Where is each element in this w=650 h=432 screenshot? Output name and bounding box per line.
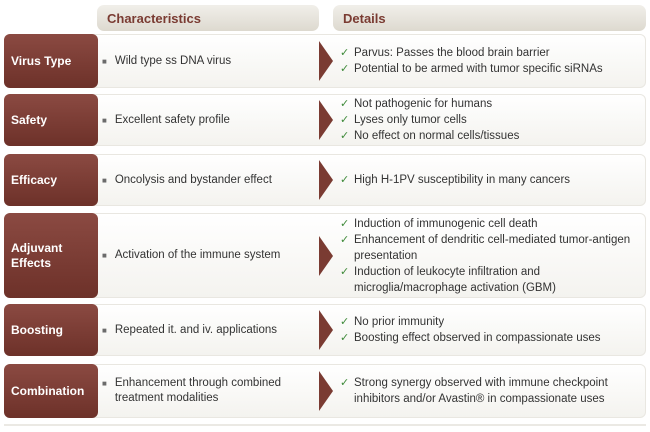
row-label-text: Boosting (11, 322, 63, 337)
header-details-label: Details (343, 10, 386, 26)
check-icon: ✓ (340, 332, 350, 344)
row-label-text: Adjuvant Effects (11, 240, 63, 270)
detail-item (340, 61, 643, 77)
check-icon: ✓ (340, 174, 350, 186)
detail-item (340, 172, 643, 188)
row-label (4, 94, 98, 146)
check-icon: ✓ (340, 114, 350, 126)
details-cell (340, 34, 643, 88)
details-cell (340, 364, 643, 418)
header-characteristics (97, 5, 319, 31)
check-icon: ✓ (340, 377, 350, 389)
characteristic-text: Wild type ss DNA virus (114, 54, 232, 67)
characteristic-cell (102, 213, 312, 298)
square-bullet-icon: ■ (102, 251, 107, 260)
details-cell (340, 154, 643, 206)
row-label-text: Safety (11, 112, 48, 127)
row-label-text: Virus Type (11, 53, 72, 68)
detail-text: Induction of immunogenic cell death (354, 217, 538, 230)
square-bullet-icon: ■ (102, 379, 107, 388)
bottom-divider (4, 424, 646, 426)
arrow-right-icon (319, 310, 333, 350)
detail-text: Enhancement of dendritic cell-mediated tumor-antigen presentation (354, 233, 631, 262)
details-cell (340, 94, 643, 146)
detail-text: No effect on normal cells/tissues (354, 130, 520, 142)
detail-item (340, 330, 643, 346)
check-icon: ✓ (340, 233, 350, 246)
square-bullet-icon: ■ (102, 56, 107, 66)
characteristic-text: Excellent safety profile (114, 113, 230, 126)
check-icon: ✓ (340, 98, 350, 110)
detail-text: Not pathogenic for humans (354, 98, 493, 110)
row-label (4, 213, 98, 298)
details-cell (340, 304, 643, 356)
detail-text: Induction of leukocyte infiltration and microglia/macrophage activation (GBM) (354, 265, 556, 294)
characteristic-cell (102, 94, 312, 146)
row-label (4, 304, 98, 356)
detail-item (340, 232, 643, 264)
row-label (4, 154, 98, 206)
check-icon: ✓ (340, 63, 350, 75)
detail-text: High H-1PV susceptibility in many cancers (354, 174, 571, 186)
detail-item (340, 45, 643, 61)
arrow-right-icon (319, 41, 333, 81)
characteristic-cell (102, 154, 312, 206)
check-icon: ✓ (340, 316, 350, 328)
characteristic-text: Enhancement through combined treatment modalities (114, 377, 282, 404)
detail-item (340, 112, 643, 128)
detail-text: Lyses only tumor cells (354, 114, 467, 126)
characteristic-text: Activation of the immune system (114, 249, 281, 261)
detail-text: Parvus: Passes the blood brain barrier (354, 47, 550, 59)
square-bullet-icon: ■ (102, 325, 107, 335)
characteristic-cell (102, 364, 312, 418)
detail-text: Potential to be armed with tumor specific siRNAs (354, 63, 603, 75)
characteristic-text: Repeated it. and iv. applications (114, 323, 278, 336)
detail-item (340, 216, 643, 232)
detail-item (340, 375, 643, 407)
check-icon: ✓ (340, 265, 350, 278)
characteristic-text: Oncolysis and bystander effect (114, 173, 272, 186)
detail-text: Strong synergy observed with immune checkpoint inhibitors and/or Avastin® in compassionate uses (354, 377, 608, 405)
row-label (4, 34, 98, 88)
arrow-right-icon (319, 100, 333, 140)
detail-item (340, 128, 643, 144)
detail-text: Boosting effect observed in compassionate uses (354, 332, 601, 344)
square-bullet-icon: ■ (102, 115, 107, 125)
arrow-right-icon (319, 160, 333, 200)
header-characteristics-label: Characteristics (107, 10, 201, 26)
arrow-right-icon (319, 236, 333, 276)
row-label-text: Combination (11, 383, 85, 398)
detail-item (340, 314, 643, 330)
detail-item (340, 96, 643, 112)
row-label (4, 364, 98, 418)
check-icon: ✓ (340, 47, 350, 59)
characteristic-cell (102, 304, 312, 356)
arrow-right-icon (319, 371, 333, 411)
row-label-text: Efficacy (11, 172, 58, 187)
check-icon: ✓ (340, 130, 350, 142)
square-bullet-icon: ■ (102, 175, 107, 185)
detail-item (340, 264, 643, 296)
check-icon: ✓ (340, 217, 350, 230)
header-details (333, 5, 646, 31)
characteristic-cell (102, 34, 312, 88)
details-cell (340, 213, 643, 298)
detail-text: No prior immunity (354, 316, 445, 328)
